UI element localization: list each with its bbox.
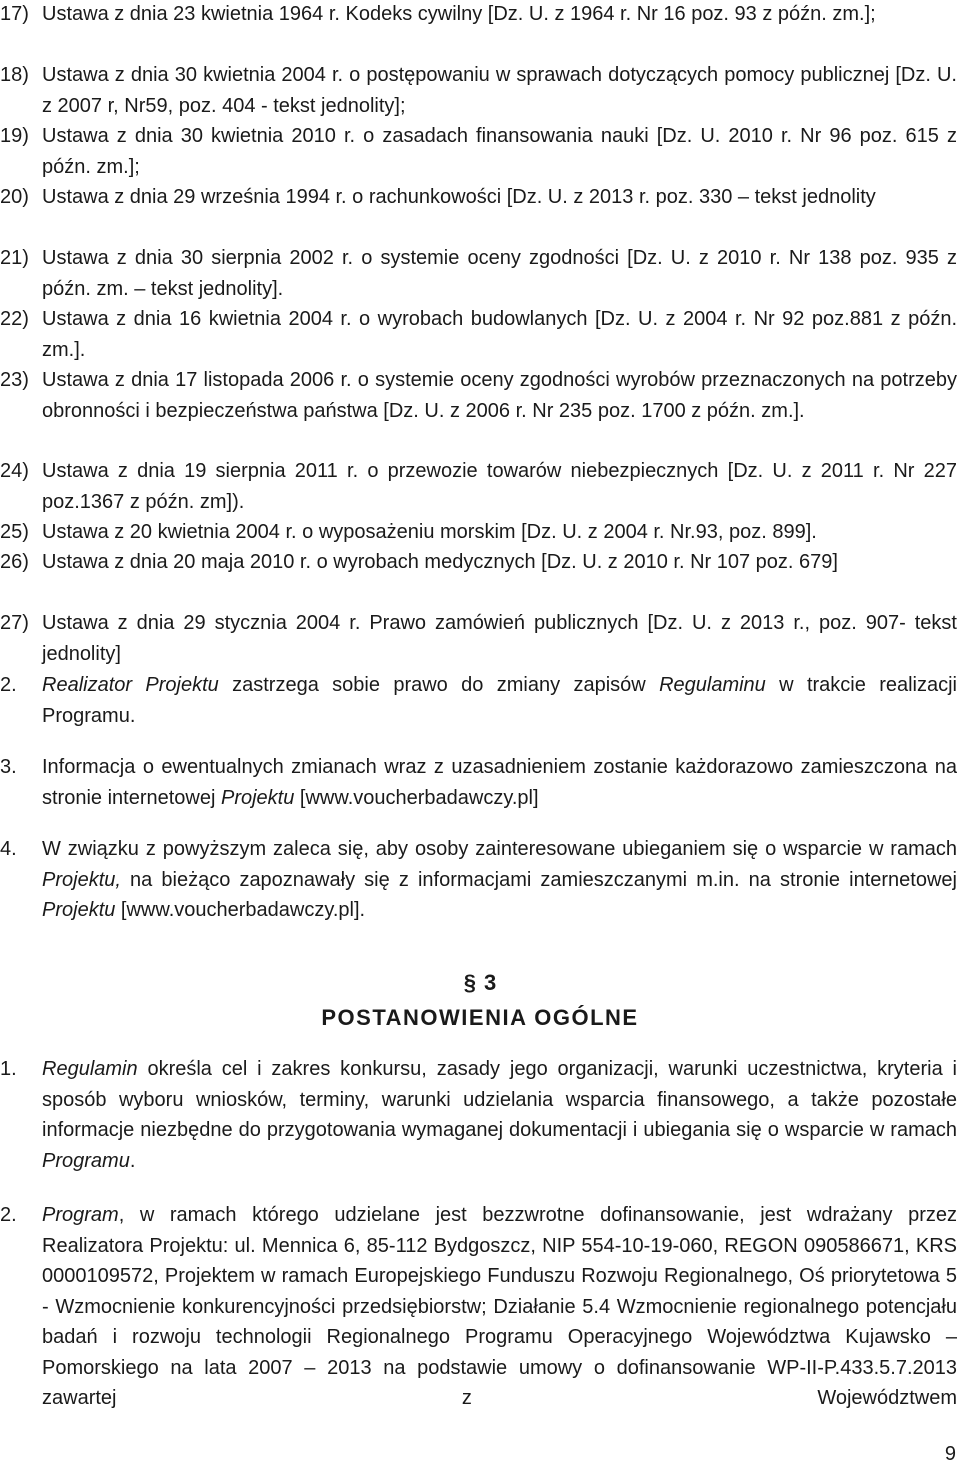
paragraph-point [0,670,957,731]
emphasis: Realizator Projektu [42,674,219,696]
text-run: . [129,1149,136,1172]
point-text [42,834,957,926]
list-item-text: Ustawa z 20 kwietnia 2004 r. o wyposażeniu morskim [Dz. U. z 2004 r. Nr.93, poz. 899]. [42,521,817,543]
point-number: 2. [0,674,17,696]
point-number: 2. [0,1204,17,1226]
list-item [0,121,957,182]
text-run: , w ramach którego udzielane jest bezzwrotne dofinansowanie, jest wdrażany przez Realizatora Projektu: ul. Mennica 6, 85-112 Bydgoszcz, NIP 554-10-19-060, REGON 090586671, KRS 0000109572, Projektem w ramach Europejskiego Funduszu Rozwoju Regionalnego, Oś priorytetowa 5 - Wzmocnienie konkurencyjności przedsiębiorstw; Działanie 5.4 Wzmocnienie regionalnego potencjału badań i rozwoju technologii Regionalnego Programu Operacyjnego Województwa Kujawsko – Pomorskiego na lata 2007 – 2013 na podstawie umowy o dofinansowanie WP-II-P.433.5.7.2013 zawartej z Województwem [42,1204,957,1409]
list-item [0,243,957,304]
text-run: Informacja o ewentualnych zmianach wraz z uzasadnieniem zostanie każdorazowo zamieszczona na stronie internetowej [42,756,957,809]
list-item-number: 22) [0,308,29,330]
emphasis: Projektu [42,899,116,921]
list-item-text: Ustawa z dnia 30 kwietnia 2010 r. o zasadach finansowania nauki [Dz. U. 2010 r. Nr 96 poz. 615 z późn. zm.]; [42,125,957,178]
point-number: 1. [0,1058,17,1080]
text-run: w trakcie realizacji Programu. [42,674,957,727]
list-item [0,608,957,669]
section-number [0,967,960,999]
emphasis: Projektu [220,786,295,809]
list-item-text: Ustawa z dnia 29 września 1994 r. o rachunkowości [Dz. U. z 2013 r. poz. 330 – tekst jednolity [42,186,876,208]
paragraph-sign: § [463,970,476,995]
emphasis: Regulamin [42,1058,138,1080]
emphasis: Programu [42,1149,130,1172]
section-number-value: 3 [484,970,497,995]
list-item-number: 21) [0,247,29,269]
text-run: W związku z powyższym zaleca się, aby osoby zainteresowane ubieganiem się o wsparcie w ramach [42,838,957,860]
paragraph-point [0,1200,957,1414]
point-text [42,1200,957,1414]
point-number: 4. [0,838,17,860]
list-item-number: 25) [0,521,29,543]
list-item [0,365,957,426]
paragraph-point [0,1054,957,1176]
text-run: określa cel i zakres konkursu, zasady jego organizacji, warunki uczestnictwa, kryteria i sposób wyboru wniosków, terminy, warunki udzielania wsparcia finansowego, a także pozostałe informacje niezbędne do przygotowania wymaganej dokumentacji i ubiegania się o wsparcie w ramach [42,1058,957,1141]
list-item-number: 23) [0,369,29,391]
list-item [0,182,957,213]
list-item-number: 17) [0,3,29,25]
list-item-text: Ustawa z dnia 20 maja 2010 r. o wyrobach medycznych [Dz. U. z 2010 r. Nr 107 poz. 679] [42,551,838,573]
list-item [0,547,957,578]
emphasis: Program [42,1204,119,1226]
list-item-number: 26) [0,551,29,573]
list-item-number: 18) [0,64,29,86]
paragraph-point [0,752,957,813]
paragraph-point [0,834,957,926]
point-number: 3. [0,756,17,778]
section-title: POSTANOWIENIA OGÓLNE [321,1005,639,1030]
list-item-text: Ustawa z dnia 17 listopada 2006 r. o systemie oceny zgodności wyrobów przeznaczonych na potrzeby obronności i bezpieczeństwa państwa [Dz. U. z 2006 r. Nr 235 poz. 1700 z późn. zm.]. [42,369,957,422]
list-item [0,304,957,365]
list-item-text: Ustawa z dnia 19 sierpnia 2011 r. o przewozie towarów niebezpiecznych [Dz. U. z 2011 r. Nr 227 poz.1367 z późn. zm]). [42,460,957,513]
list-item-number: 27) [0,612,29,634]
list-item-text: Ustawa z dnia 30 sierpnia 2002 r. o systemie oceny zgodności [Dz. U. z 2010 r. Nr 138 poz. 935 z późn. zm. – tekst jednolity]. [42,247,957,300]
list-item-text: Ustawa z dnia 23 kwietnia 1964 r. Kodeks cywilny [Dz. U. z 1964 r. Nr 16 poz. 93 z późn. zm.]; [42,3,876,25]
list-item-text: Ustawa z dnia 16 kwietnia 2004 r. o wyrobach budowlanych [Dz. U. z 2004 r. Nr 92 poz.881 z późn. zm.]. [42,308,957,361]
emphasis: Regulaminu [659,674,766,696]
point-text [42,670,957,731]
page-number: 9 [944,1443,956,1465]
list-item-number: 24) [0,460,29,482]
list-item [0,517,957,548]
text-run: zastrzega sobie prawo do zmiany zapisów [218,674,660,696]
list-item-number: 20) [0,186,29,208]
list-item [0,0,957,30]
text-run: [www.voucherbadawczy.pl] [294,786,539,809]
emphasis: Projektu, [42,868,121,891]
text-run: na bieżąco zapoznawały się z informacjami zamieszczanymi m.in. na stronie internetowej [120,868,957,891]
list-item-text: Ustawa z dnia 30 kwietnia 2004 r. o postępowaniu w sprawach dotyczących pomocy publicznej [Dz. U. z 2007 r, Nr59, poz. 404 - tekst jednolity]; [42,64,957,117]
list-item [0,456,957,517]
list-item [0,60,957,121]
list-item-number: 19) [0,125,29,147]
point-text [42,752,957,813]
text-run: [www.voucherbadawczy.pl]. [115,899,366,921]
list-item-text: Ustawa z dnia 29 stycznia 2004 r. Prawo zamówień publicznych [Dz. U. z 2013 r., poz. 907- tekst jednolity] [42,612,957,665]
point-text [42,1054,957,1176]
